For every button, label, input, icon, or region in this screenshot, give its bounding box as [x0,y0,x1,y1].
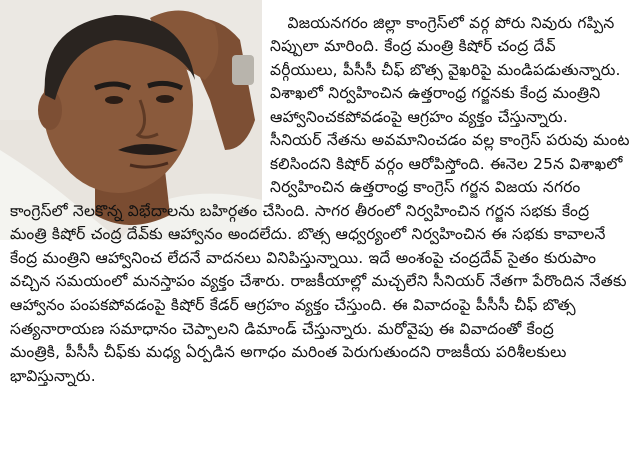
article-line: మంత్రికి, పీసీసీ చీఫ్‌కు మధ్య ఏర్పడిన అగాధం మరింత పెరుగుతుందని రాజకీయ పరిశీలకులు [10,343,567,361]
article-line: కేంద్ర మంత్రిని ఆహ్వానించ లేదనే వాదనలు వినిపిస్తున్నాయి. ఇదే అంశంపై చంద్రదేవ్ సైతం కురుపాం [10,249,597,267]
article-line: వచ్చిన సమయంలో మనస్తాపం వ్యక్తం చేశారు. రాజకీయాల్లో మచ్చలేని సీనియర్ నేతగా పేరొందిన నేతకు [10,272,627,290]
article-line: నిప్పులా మారింది. కేంద్ర మంత్రి కిషోర్ చంద్ర దేవ్ [270,37,556,55]
article-line: విశాఖలో నిర్వహించిన ఉత్తరాంధ్ర గర్జనకు కేంద్ర మంత్రిని [270,84,601,102]
article-line: సీనియర్ నేతను అవమానించడం వల్ల కాంగ్రెస్ పరువు మంట [270,131,630,149]
article-line: వర్గీయులు, పీసీసీ చీఫ్ బొత్స వైఖరిపై మండిపడుతున్నారు. [270,61,621,79]
article-line: సత్యనారాయణ సమాధానం చెప్పాలని డిమాండ్ చేస్తున్నారు. మరోవైపు ఈ వివాదంతో కేంద్ర [10,320,554,338]
article-line: విజయనగరం జిల్లా కాంగ్రెస్‌లో వర్గ పోరు నివురు గప్పిన [287,14,615,32]
article-line: కాంగ్రెస్‌లో నెలకొన్న విభేదాలను బహిర్గతం చేసింది. సాగర తీరంలో నిర్వహించిన గర్జన సభకు కేంద్ర [10,202,590,220]
article-line: కలిసిందని కిషోర్ వర్గం ఆరోపిస్తోంది. ఈనెల 25న విశాఖలో [270,155,623,173]
article-line: ఆహ్వానించకపోవడంపై ఆగ్రహం వ్యక్తం చేస్తున్నారు. [270,108,568,126]
article-line: ఆహ్వానం పంపకపోవడంపై కిషోర్ కేడర్ ఆగ్రహం వ్యక్తం చేస్తుంది. ఈ వివాదంపై పీసీసీ చీఫ్ బొత్స [10,296,576,314]
article-line: నిర్వహించిన ఉత్తరాంధ్ర కాంగ్రెస్ గర్జన విజయ నగరం [270,178,581,196]
article-line: మంత్రి కిషోర్ చంద్ర దేవ్‌కు ఆహ్వానం అందలేదు. బొత్స ఆధ్వర్యంలో నిర్వహించిన ఈ సభకు కావాలనే [10,225,606,243]
article-line: భావిస్తున్నారు. [10,367,96,385]
